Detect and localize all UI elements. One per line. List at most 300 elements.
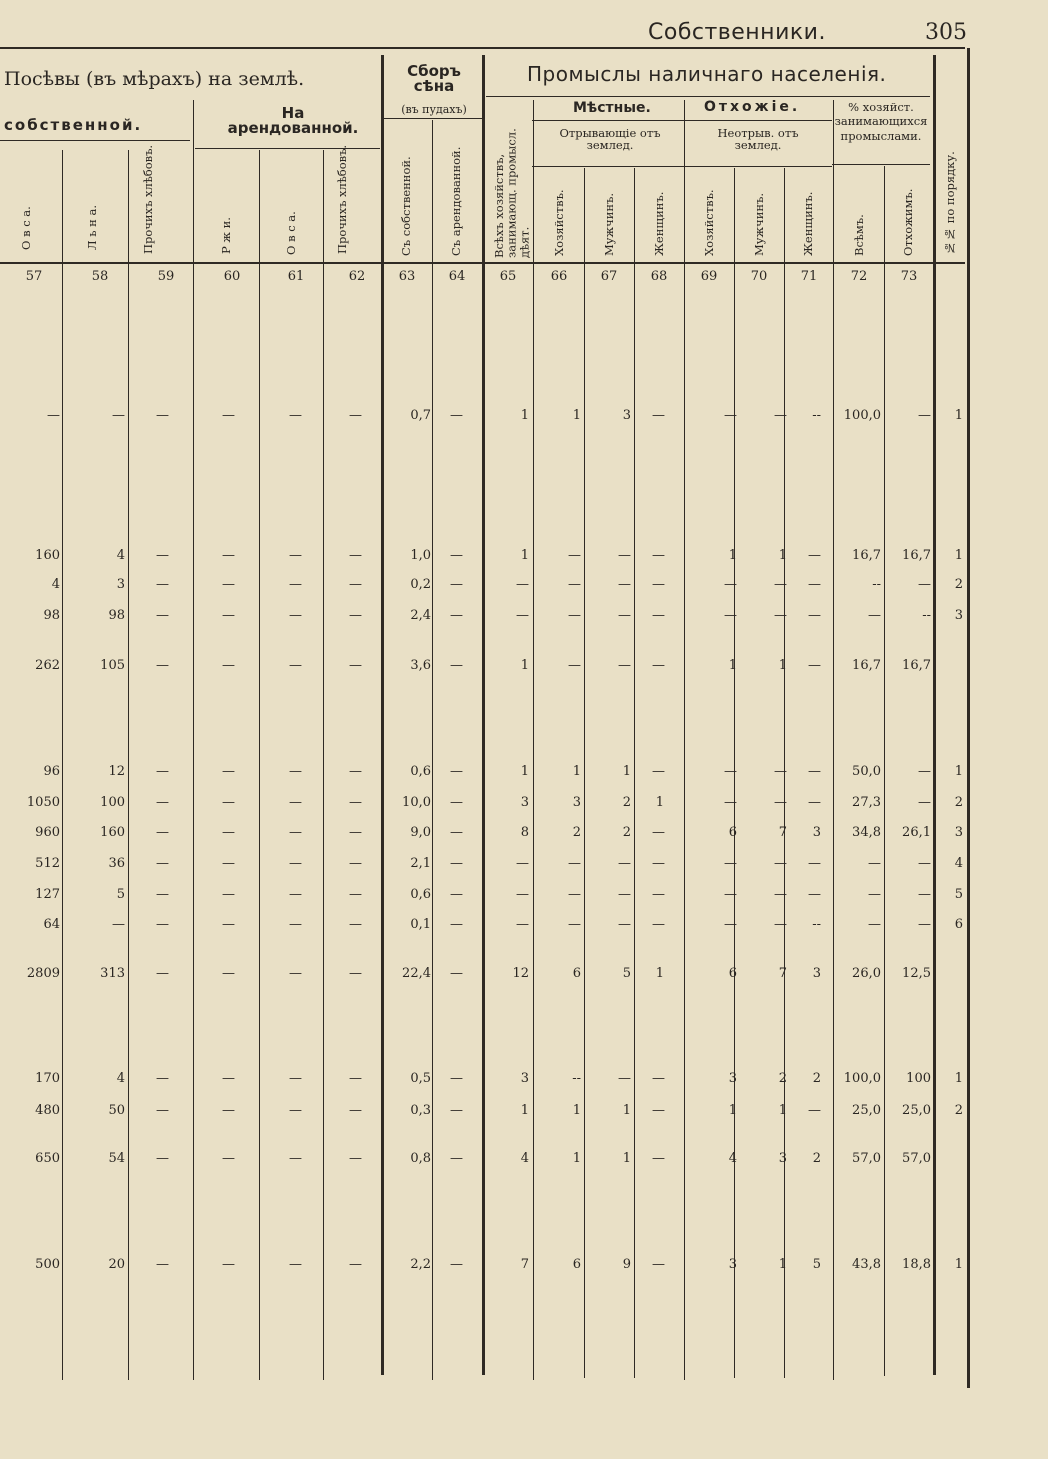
table-cell: -- [812, 917, 821, 932]
table-cell: — [808, 658, 821, 673]
col-rule [533, 100, 534, 1380]
table-cell: — [618, 658, 631, 673]
table-cell: — [289, 408, 302, 423]
table-cell: — [918, 408, 931, 423]
local-note: Отрывающіе отъ землед. [559, 126, 661, 152]
table-cell: — [652, 658, 665, 673]
table-cell: 9 [622, 1257, 631, 1272]
table-cell: — [450, 764, 463, 779]
table-cell: 1 [520, 1103, 529, 1118]
table-cell: — [222, 1151, 235, 1166]
table-cell: 26,1 [902, 825, 931, 840]
table-cell: — [222, 658, 235, 673]
row-order-number: 1 [954, 1071, 963, 1086]
table-cell: 16,7 [902, 548, 931, 563]
table-cell: 100,0 [843, 1071, 881, 1086]
table-cell: 2 [622, 795, 631, 810]
rule-hay [384, 118, 482, 119]
table-cell: 50 [108, 1103, 125, 1118]
table-cell: 34,8 [852, 825, 881, 840]
table-cell: — [516, 856, 529, 871]
table-cell: 1 [520, 658, 529, 673]
table-cell: 1 [572, 408, 581, 423]
table-cell: — [222, 887, 235, 902]
table-cell: — [724, 764, 737, 779]
table-cell: — [868, 608, 881, 623]
table-cell: — [918, 577, 931, 592]
table-cell: — [289, 1151, 302, 1166]
col-rule [933, 55, 936, 1375]
table-cell: 7 [520, 1257, 529, 1272]
table-cell: 1 [728, 658, 737, 673]
table-cell: — [868, 887, 881, 902]
table-cell: 2 [812, 1071, 821, 1086]
table-cell: — [568, 856, 581, 871]
table-cell: — [652, 1071, 665, 1086]
col-rule [432, 120, 433, 1380]
table-cell: 100 [100, 795, 125, 810]
table-cell: — [918, 917, 931, 932]
table-cell: 18,8 [902, 1257, 931, 1272]
table-cell: — [289, 764, 302, 779]
table-cell: — [450, 1151, 463, 1166]
table-cell: — [652, 1151, 665, 1166]
table-cell: 160 [100, 825, 125, 840]
table-cell: — [450, 577, 463, 592]
table-cell: — [450, 856, 463, 871]
table-cell: — [289, 658, 302, 673]
col-number: 61 [287, 269, 305, 284]
table-cell: 0,2 [410, 577, 431, 592]
table-cell: — [618, 548, 631, 563]
table-cell: — [808, 887, 821, 902]
table-cell: — [618, 577, 631, 592]
row-order-number: 2 [954, 795, 963, 810]
table-cell: — [652, 917, 665, 932]
table-cell: 3,6 [410, 658, 431, 673]
table-cell: — [222, 856, 235, 871]
table-cell: — [724, 887, 737, 902]
row-order-number: 1 [954, 1257, 963, 1272]
table-cell: — [652, 856, 665, 871]
col-label-68: Женщинъ. [652, 191, 666, 256]
col-label-57: О в с а. [19, 206, 33, 250]
table-cell: — [568, 658, 581, 673]
group-trades-header: Промыслы наличнаго населенія. [527, 62, 887, 86]
table-cell: — [156, 608, 169, 623]
top-rule [0, 47, 965, 49]
table-cell: — [516, 577, 529, 592]
table-cell: 1 [572, 1103, 581, 1118]
table-cell: — [450, 548, 463, 563]
table-cell: 12 [512, 966, 529, 981]
table-cell: — [568, 887, 581, 902]
table-cell: — [156, 548, 169, 563]
table-cell: — [349, 856, 362, 871]
table-cell: — [289, 917, 302, 932]
table-cell: 0,6 [410, 764, 431, 779]
table-cell: — [652, 1257, 665, 1272]
table-cell: 100,0 [843, 408, 881, 423]
table-cell: 2,4 [410, 608, 431, 623]
table-cell: — [868, 856, 881, 871]
table-cell: — [289, 1103, 302, 1118]
col-number: 69 [700, 269, 718, 284]
col-number: 67 [600, 269, 618, 284]
table-cell: 4 [520, 1151, 529, 1166]
col-label-69: Хозяйствъ. [702, 189, 716, 256]
table-cell: — [156, 658, 169, 673]
table-cell: 7 [778, 966, 787, 981]
table-cell: 5 [116, 887, 125, 902]
rule-percent [832, 164, 930, 165]
table-cell: — [222, 577, 235, 592]
table-cell: 3 [778, 1151, 787, 1166]
group-hay-header: Сборъ сѣна [407, 62, 461, 95]
table-cell: — [289, 577, 302, 592]
table-cell: — [450, 1257, 463, 1272]
row-order-number: 1 [954, 764, 963, 779]
table-cell: — [222, 548, 235, 563]
table-cell: — [349, 917, 362, 932]
table-cell: — [349, 1103, 362, 1118]
col-number: 73 [900, 269, 918, 284]
table-cell: 512 [35, 856, 60, 871]
table-cell: 12,5 [902, 966, 931, 981]
table-cell: 16,7 [852, 548, 881, 563]
col-number: 65 [499, 269, 517, 284]
table-cell: 1 [728, 1103, 737, 1118]
table-cell: — [156, 408, 169, 423]
col-number: 60 [223, 269, 241, 284]
col-label-72: Всѣмъ. [852, 214, 866, 256]
row-order-number: 3 [954, 825, 963, 840]
table-cell: — [774, 856, 787, 871]
hay-unit: (въ пудахъ) [401, 103, 467, 116]
table-cell: 1 [622, 1151, 631, 1166]
table-cell: — [918, 795, 931, 810]
col-rule [259, 150, 260, 1380]
table-cell: — [156, 917, 169, 932]
table-cell: — [349, 548, 362, 563]
table-cell: 16,7 [852, 658, 881, 673]
table-cell: — [349, 887, 362, 902]
group-sown-header: Посѣвы (въ мѣрахъ) на землѣ. [4, 68, 305, 90]
col-rule [833, 100, 834, 1380]
table-cell: 4 [116, 548, 125, 563]
col-number: 72 [850, 269, 868, 284]
subgroup-rented-header: На арендованной. [227, 104, 359, 137]
table-cell: 0,5 [410, 1071, 431, 1086]
table-cell: — [774, 887, 787, 902]
table-cell: — [516, 917, 529, 932]
table-cell: 1 [655, 966, 664, 981]
table-cell: — [652, 1103, 665, 1118]
table-cell: 27,3 [852, 795, 881, 810]
table-cell: 57,0 [902, 1151, 931, 1166]
row-order-number: 2 [954, 1103, 963, 1118]
table-cell: — [918, 887, 931, 902]
table-cell: — [222, 408, 235, 423]
table-cell: 3 [812, 966, 821, 981]
col-rule [967, 48, 970, 1388]
col-rule [684, 100, 685, 1380]
table-cell: — [222, 795, 235, 810]
col-label-58: Л ь н а. [85, 204, 99, 250]
table-cell: — [156, 1151, 169, 1166]
table-cell: 3 [572, 795, 581, 810]
table-cell: — [156, 856, 169, 871]
subgroup-own-header: собственной. [4, 116, 143, 134]
table-cell: — [450, 408, 463, 423]
rule-rented [195, 148, 380, 149]
col-number: 64 [448, 269, 466, 284]
table-cell: 57,0 [852, 1151, 881, 1166]
table-cell: 5 [812, 1257, 821, 1272]
table-cell: — [516, 608, 529, 623]
table-cell: 8 [520, 825, 529, 840]
table-cell: — [774, 408, 787, 423]
table-cell: — [652, 408, 665, 423]
table-cell: — [349, 825, 362, 840]
table-cell: — [289, 887, 302, 902]
table-cell: — [156, 887, 169, 902]
table-cell: — [808, 577, 821, 592]
table-cell: — [724, 917, 737, 932]
table-cell: 1 [520, 764, 529, 779]
col-label-63: Съ собственной. [399, 156, 413, 256]
table-cell: 3 [116, 577, 125, 592]
col-label-64: Съ арендованной. [449, 146, 463, 256]
table-cell: — [808, 856, 821, 871]
table-cell: — [156, 1103, 169, 1118]
table-cell: -- [872, 577, 881, 592]
table-cell: — [774, 577, 787, 592]
table-cell: 1 [655, 795, 664, 810]
table-cell: — [289, 856, 302, 871]
table-cell: 3 [728, 1257, 737, 1272]
table-cell: 1 [572, 1151, 581, 1166]
table-cell: 1 [572, 764, 581, 779]
table-cell: — [568, 548, 581, 563]
table-cell: — [450, 795, 463, 810]
col-number: 57 [25, 269, 43, 284]
table-cell: — [222, 1071, 235, 1086]
table-cell: — [918, 764, 931, 779]
table-cell: — [349, 764, 362, 779]
table-cell: — [222, 1257, 235, 1272]
table-cell: — [349, 608, 362, 623]
table-cell: — [868, 917, 881, 932]
table-cell: — [450, 825, 463, 840]
col-rule [584, 168, 585, 1378]
table-cell: 3 [520, 795, 529, 810]
table-cell: — [808, 764, 821, 779]
table-cell: — [289, 548, 302, 563]
table-cell: 54 [108, 1151, 125, 1166]
table-cell: — [349, 1151, 362, 1166]
table-cell: 1 [778, 1257, 787, 1272]
table-cell: — [724, 608, 737, 623]
table-cell: 2 [812, 1151, 821, 1166]
table-cell: 0,6 [410, 887, 431, 902]
table-cell: 12 [108, 764, 125, 779]
table-cell: 480 [35, 1103, 60, 1118]
table-cell: — [156, 764, 169, 779]
table-cell: 3 [520, 1071, 529, 1086]
table-cell: — [222, 917, 235, 932]
table-cell: 313 [100, 966, 125, 981]
table-cell: 3 [812, 825, 821, 840]
table-cell: 1 [728, 548, 737, 563]
table-cell: — [289, 1071, 302, 1086]
col-label-65: Всѣхъ хозяйствъ, занимающ. промысл. дѣят. [492, 128, 532, 258]
table-cell: — [289, 608, 302, 623]
table-cell: — [450, 1103, 463, 1118]
table-cell: 25,0 [852, 1103, 881, 1118]
table-cell: — [289, 1257, 302, 1272]
table-cell: — [652, 887, 665, 902]
table-cell: — [222, 966, 235, 981]
table-cell: 650 [35, 1151, 60, 1166]
table-cell: 6 [572, 1257, 581, 1272]
table-cell: 1 [778, 548, 787, 563]
table-cell: 4 [728, 1151, 737, 1166]
table-cell: — [652, 577, 665, 592]
table-cell: 10,0 [402, 795, 431, 810]
table-cell: 160 [35, 548, 60, 563]
table-cell: 105 [100, 658, 125, 673]
col-label-67: Мужчинъ. [602, 192, 616, 256]
table-cell: — [774, 764, 787, 779]
row-order-number: 1 [954, 548, 963, 563]
table-cell: 0,3 [410, 1103, 431, 1118]
table-cell: — [808, 548, 821, 563]
table-cell: 1050 [26, 795, 60, 810]
table-cell: — [112, 917, 125, 932]
col-rule [634, 168, 635, 1378]
col-label-66: Хозяйствъ. [552, 189, 566, 256]
table-cell: — [222, 1103, 235, 1118]
table-cell: — [349, 1071, 362, 1086]
table-cell: — [349, 966, 362, 981]
table-cell: — [450, 658, 463, 673]
table-cell: 6 [728, 966, 737, 981]
table-cell: — [724, 408, 737, 423]
table-cell: 1 [622, 1103, 631, 1118]
table-cell: 5 [622, 966, 631, 981]
table-cell: 500 [35, 1257, 60, 1272]
col-rule [62, 150, 63, 1380]
row-order-number: 6 [954, 917, 963, 932]
table-cell: 2 [622, 825, 631, 840]
col-label-70: Мужчинъ. [752, 192, 766, 256]
table-cell: 22,4 [402, 966, 431, 981]
table-cell: — [222, 608, 235, 623]
table-cell: — [724, 856, 737, 871]
table-cell: 2809 [26, 966, 60, 981]
running-title: Собственники. [648, 20, 826, 45]
table-cell: 6 [728, 825, 737, 840]
col-number: 71 [800, 269, 818, 284]
table-cell: — [774, 795, 787, 810]
table-cell: — [618, 887, 631, 902]
table-cell: — [450, 966, 463, 981]
col-number: 58 [91, 269, 109, 284]
table-cell: 2 [778, 1071, 787, 1086]
table-cell: 1 [520, 408, 529, 423]
table-cell: 2,2 [410, 1257, 431, 1272]
table-cell: — [774, 608, 787, 623]
table-cell: — [774, 917, 787, 932]
table-cell: — [450, 917, 463, 932]
table-cell: 64 [43, 917, 60, 932]
table-cell: 0,7 [410, 408, 431, 423]
table-cell: 1 [778, 658, 787, 673]
table-cell: -- [572, 1071, 581, 1086]
table-cell: — [349, 658, 362, 673]
table-cell: — [808, 1103, 821, 1118]
col-rule [193, 100, 194, 1380]
col-number: 70 [750, 269, 768, 284]
table-cell: — [156, 1257, 169, 1272]
table-cell: 50,0 [852, 764, 881, 779]
table-cell: — [618, 856, 631, 871]
row-order-number: 5 [954, 887, 963, 902]
subgroup-away-header: Отхожіе. [704, 99, 801, 115]
rule-local-away [532, 120, 832, 121]
col-number: 59 [157, 269, 175, 284]
table-cell: 36 [108, 856, 125, 871]
table-cell: 1 [778, 1103, 787, 1118]
table-cell: 0,1 [410, 917, 431, 932]
col-label-order: №№ по порядку. [943, 151, 957, 255]
table-cell: 170 [35, 1071, 60, 1086]
table-cell: 25,0 [902, 1103, 931, 1118]
table-cell: — [618, 1071, 631, 1086]
subgroup-local-header: Мѣстные. [573, 100, 651, 116]
col-label-59: Прочихъ хлѣбовъ. [141, 144, 155, 254]
table-cell: 9,0 [410, 825, 431, 840]
table-cell: 26,0 [852, 966, 881, 981]
rule-trades [486, 96, 930, 97]
table-cell: — [222, 764, 235, 779]
table-cell: 1 [520, 548, 529, 563]
table-cell: 2,1 [410, 856, 431, 871]
table-cell: — [450, 608, 463, 623]
table-cell: 127 [35, 887, 60, 902]
table-cell: — [450, 1071, 463, 1086]
table-cell: 96 [43, 764, 60, 779]
table-cell: — [724, 795, 737, 810]
table-cell: — [349, 795, 362, 810]
col-label-71: Женщинъ. [801, 191, 815, 256]
table-cell: 7 [778, 825, 787, 840]
table-cell: — [289, 966, 302, 981]
table-cell: 2 [572, 825, 581, 840]
col-number: 62 [348, 269, 366, 284]
table-cell: 960 [35, 825, 60, 840]
away-note: Неотрыв. отъ землед. [717, 126, 799, 152]
table-cell: 0,8 [410, 1151, 431, 1166]
table-cell: — [652, 608, 665, 623]
table-cell: — [652, 548, 665, 563]
table-cell: — [349, 577, 362, 592]
table-cell: — [222, 825, 235, 840]
col-number: 63 [398, 269, 416, 284]
table-cell: — [349, 408, 362, 423]
table-cell: — [568, 577, 581, 592]
